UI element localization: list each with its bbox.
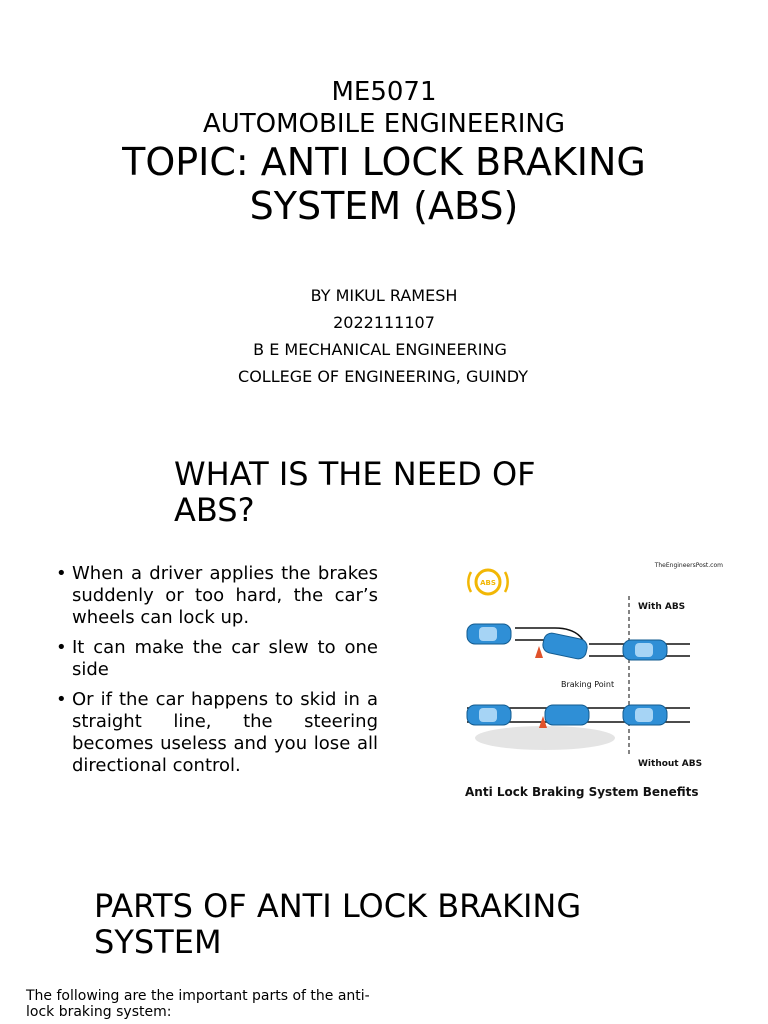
author-name: BY MIKUL RAMESH — [310, 286, 458, 305]
need-heading: WHAT IS THE NEED OF ABS? — [174, 455, 536, 529]
list-item: • When a driver applies the brakes suddenly or too hard, the car’s wheels can lock up. — [56, 563, 378, 629]
roll-number: 2022111107 — [333, 313, 435, 332]
course-name: AUTOMOBILE ENGINEERING — [202, 109, 566, 139]
abs-badge-text: ABS — [480, 579, 496, 587]
parts-heading: PARTS OF ANTI LOCK BRAKING SYSTEM — [94, 887, 582, 961]
car-icon — [545, 705, 589, 725]
figure-source: TheEngineersPost.com — [654, 562, 723, 569]
program-name: B E MECHANICAL ENGINEERING — [253, 340, 507, 359]
parts-intro-text: The following are the important parts of the anti-lock braking system: — [26, 988, 370, 1020]
topic-title: TOPIC: ANTI LOCK BRAKING SYSTEM (ABS) — [122, 140, 646, 228]
braking-point-label: Braking Point — [561, 680, 615, 689]
college-name: COLLEGE OF ENGINEERING, GUINDY — [238, 367, 528, 386]
abs-benefits-figure — [455, 556, 735, 806]
without-abs-label: Without ABS — [638, 759, 703, 769]
with-abs-label: With ABS — [638, 602, 686, 612]
figure-caption: Anti Lock Braking System Benefits — [465, 785, 699, 799]
list-item: • It can make the car slew to one side — [56, 637, 378, 681]
abs-diagram — [455, 556, 735, 806]
need-bullet-list — [56, 563, 378, 785]
course-code: ME5071 — [331, 77, 437, 107]
list-item: • Or if the car happens to skid in a straight line, the steering becomes useless and you lose all directional control. — [56, 689, 378, 777]
